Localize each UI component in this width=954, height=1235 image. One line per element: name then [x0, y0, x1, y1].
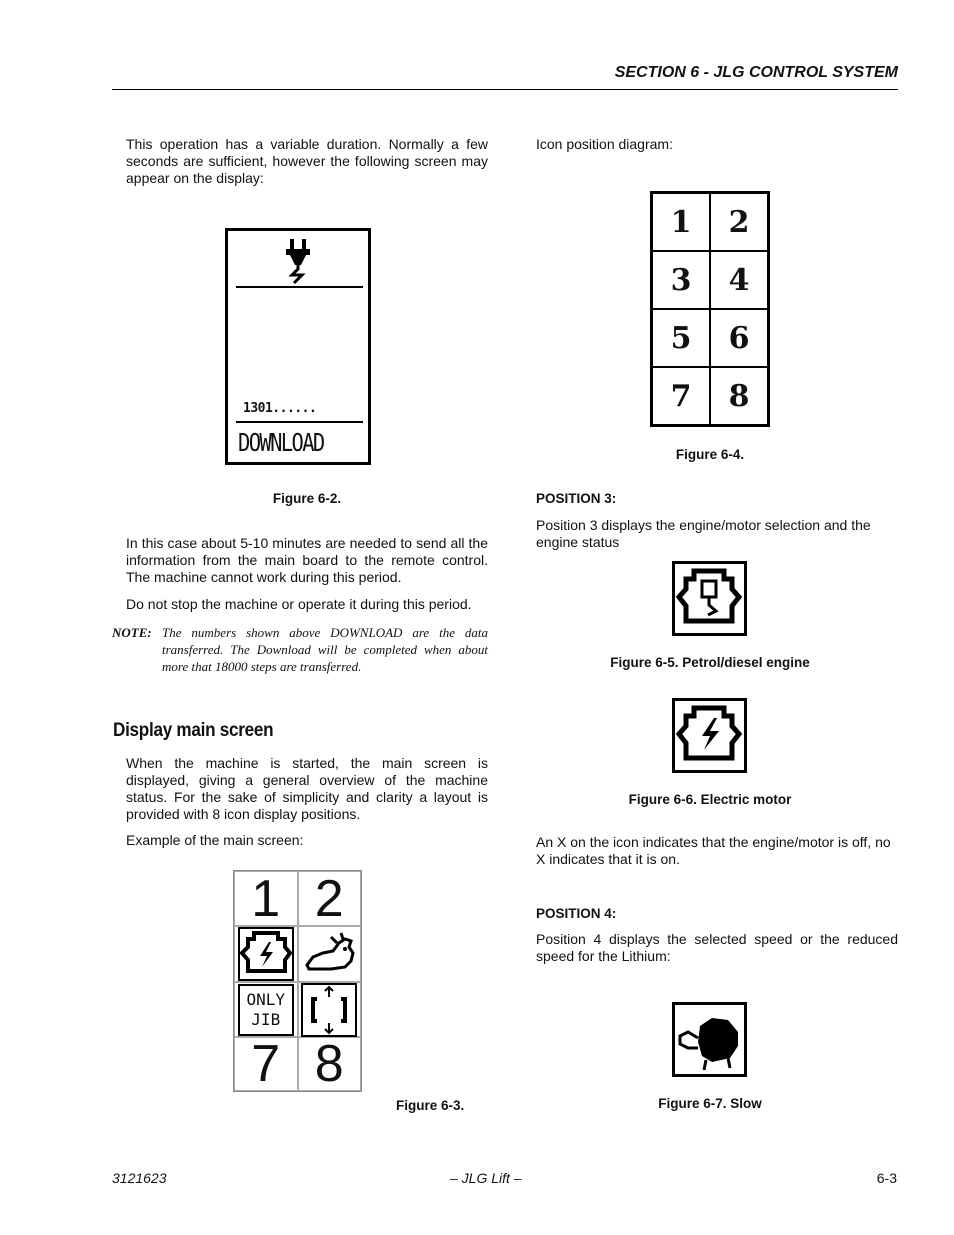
- position-1-number: 1: [251, 869, 281, 928]
- rabbit-fast-icon: [301, 927, 357, 981]
- example-paragraph: Example of the main screen:: [126, 832, 304, 848]
- only-label: ONLY: [246, 989, 286, 1009]
- footer-page-number: 6-3: [876, 1170, 897, 1186]
- position-5-cell: [234, 982, 298, 1037]
- only-jib-icon: [238, 984, 294, 1036]
- download-screen-figure: [225, 228, 371, 465]
- section-header: SECTION 6 - JLG CONTROL SYSTEM: [614, 64, 898, 81]
- grid-cell-2: 2: [710, 193, 768, 251]
- grid-cell-1: 1: [652, 193, 710, 251]
- position-1-cell: [234, 871, 298, 926]
- position-4-text: Position 4 displays the selected speed or the reduced speed for the Lithium:: [536, 931, 898, 964]
- position-8-cell: [298, 1037, 362, 1091]
- grid-cell-8: 8: [710, 367, 768, 425]
- main-screen-paragraph: When the machine is started, the main screen is displayed, giving a general overview of the machine status. For the sake of simplicity and clarity a layout is provided with 8 icon display positions.: [126, 755, 488, 822]
- icon-position-diagram: [650, 191, 770, 427]
- figure-6-5-caption: Figure 6-5. Petrol/diesel engine: [610, 655, 810, 670]
- icon-position-intro: Icon position diagram:: [536, 136, 673, 152]
- position-3-cell: [234, 926, 298, 982]
- position-2-cell: [298, 871, 362, 926]
- footer-doc-number: 3121623: [112, 1170, 167, 1186]
- position-3-text: Position 3 displays the engine/motor selection and the engine status: [536, 517, 871, 550]
- position-7-cell: [234, 1037, 298, 1091]
- position-2-number: 2: [314, 869, 344, 928]
- extend-retract-icon: [301, 983, 357, 1037]
- lcd-download-label: DOWNLOAD: [238, 428, 324, 457]
- position-8-number: 8: [314, 1035, 344, 1093]
- minutes-paragraph: In this case about 5-10 minutes are needed to send all the information from the main board to the remote control. The machine cannot work during this period.: [126, 535, 488, 585]
- engine-off-paragraph: An X on the icon indicates that the engine/motor is off, no X indicates that it is on.: [536, 834, 891, 867]
- position-4-heading: POSITION 4:: [536, 906, 617, 921]
- section-heading: Display main screen: [113, 720, 274, 741]
- grid-cell-6: 6: [710, 309, 768, 367]
- grid-cell-5: 5: [652, 309, 710, 367]
- position-7-number: 7: [251, 1035, 281, 1093]
- footer-center: – JLG Lift –: [450, 1170, 522, 1186]
- figure-6-4-caption: Figure 6-4.: [675, 447, 745, 462]
- position-6-cell: [298, 982, 362, 1037]
- plug-icon: [282, 237, 314, 285]
- stop-paragraph: Do not stop the machine or operate it during this period.: [126, 596, 472, 612]
- note-text: The numbers shown above DOWNLOAD are the data transferred. The Download will be completed when about more that 18000 steps are transferred.: [162, 625, 488, 674]
- electric-motor-icon: [238, 927, 294, 981]
- position-4-cell: [298, 926, 362, 982]
- main-screen-example-figure: [233, 870, 362, 1092]
- grid-cell-7: 7: [652, 367, 710, 425]
- figure-6-7-caption: Figure 6-7. Slow: [658, 1096, 762, 1111]
- electric-motor-icon-large: [672, 698, 747, 773]
- grid-cell-3: 3: [652, 251, 710, 309]
- figure-6-6-caption: Figure 6-6. Electric motor: [628, 792, 792, 807]
- lcd-transfer-count: 1301......: [243, 401, 317, 416]
- intro-paragraph: This operation has a variable duration. Normally a few seconds are sufficient, however the following screen may appear on the display:: [126, 136, 488, 186]
- lcd-divider-bottom: [236, 421, 363, 423]
- lcd-divider-top: [236, 286, 363, 288]
- figure-6-2-caption: Figure 6-2.: [272, 491, 342, 506]
- figure-6-3-caption: Figure 6-3.: [396, 1098, 465, 1113]
- turtle-slow-icon: [672, 1002, 747, 1077]
- petrol-diesel-engine-icon: [672, 561, 747, 636]
- header-rule: [112, 89, 898, 90]
- position-3-heading: POSITION 3:: [536, 491, 617, 506]
- grid-cell-4: 4: [710, 251, 768, 309]
- jib-label: JIB: [251, 1009, 281, 1029]
- note-label: NOTE:: [112, 625, 152, 640]
